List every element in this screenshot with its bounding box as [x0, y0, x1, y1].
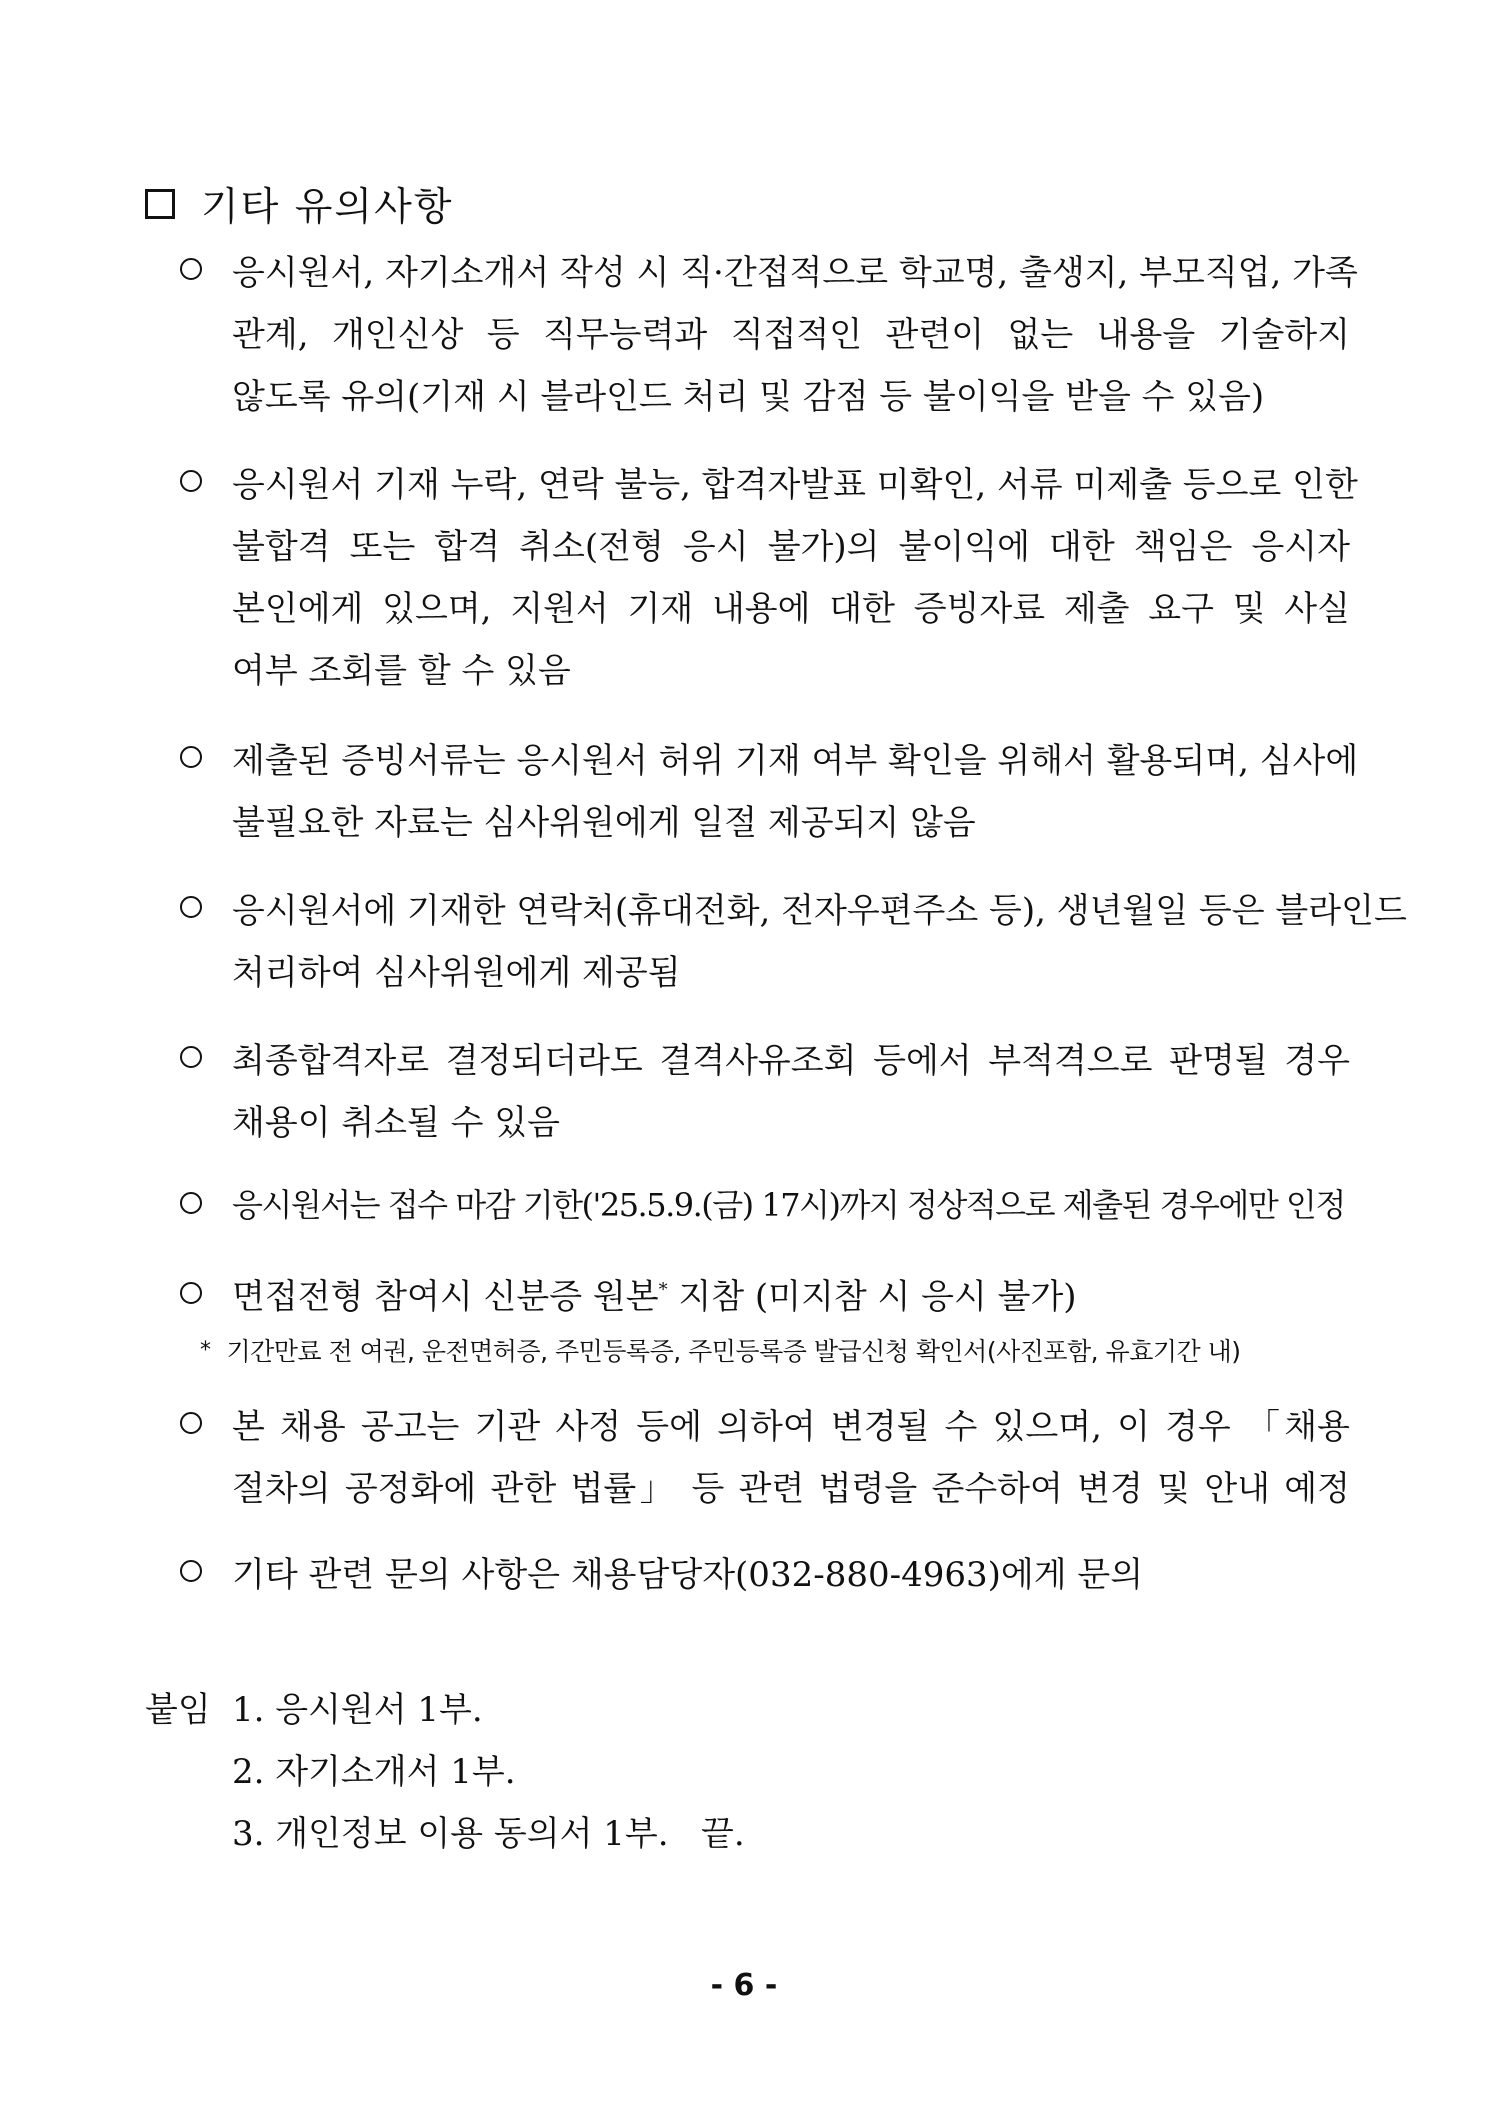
notice-item — [180, 876, 1407, 1000]
attachments-row — [232, 1800, 745, 1860]
circle-bullet-icon — [180, 1412, 202, 1434]
item-line: 응시원서는 접수 마감 기한('25.5.9.(금) 17시)까지 정상적으로 제출된 경우에만 인정 — [232, 1186, 1345, 1224]
circle-bullet-icon — [180, 470, 202, 492]
item-line: 관계, 개인신상 등 직무능력과 직접적인 관련이 없는 내용을 기술하지 — [232, 314, 1350, 355]
section-title: 기타 유의사항 — [201, 185, 454, 230]
circle-bullet-icon — [180, 1282, 202, 1304]
notice-item — [180, 1026, 1350, 1150]
footnote-text: 기간만료 전 여권, 운전면허증, 주민등록증, 주민등록증 발급신청 확인서(사진포함, 유효기간 내) — [226, 1337, 1241, 1366]
item-line: 기타 관련 문의 사항은 채용담당자(032-880-4963)에게 문의 — [232, 1554, 1144, 1595]
section-heading — [145, 178, 453, 230]
notice-item — [180, 1262, 1350, 1324]
attachments-label: 붙임 — [145, 1689, 211, 1730]
attachment-item: 3. 개인정보 이용 동의서 1부. 끝. — [232, 1813, 745, 1854]
item-line: 본인에게 있으며, 지원서 기재 내용에 대한 증빙자료 제출 요구 및 사실 — [232, 588, 1350, 629]
item-line: 불필요한 자료는 심사위원에게 일절 제공되지 않음 — [232, 802, 976, 843]
item-line: 않도록 유의(기재 시 블라인드 처리 및 감점 등 불이익을 받을 수 있음) — [232, 376, 1265, 417]
item-line: 응시원서에 기재한 연락처(휴대전화, 전자우편주소 등), 생년월일 등은 블라인드 — [232, 890, 1407, 931]
item-line: 여부 조회를 할 수 있음 — [232, 650, 571, 691]
page-number: - 6 - — [710, 1968, 778, 2003]
circle-bullet-icon — [180, 258, 202, 280]
item-line: 응시원서, 자기소개서 작성 시 직·간접적으로 학교명, 출생지, 부모직업, 가족 — [232, 252, 1358, 293]
item-line: 제출된 증빙서류는 응시원서 허위 기재 여부 확인을 위해서 활용되며, 심사에 — [232, 740, 1359, 781]
checkbox-icon — [145, 189, 175, 219]
notice-item — [180, 1172, 1350, 1234]
notice-item — [180, 726, 1359, 850]
item-line: 응시원서 기재 누락, 연락 불능, 합격자발표 미확인, 서류 미제출 등으로 인한 — [232, 464, 1358, 505]
item-line: 처리하여 심사위원에게 제공됨 — [232, 952, 681, 993]
attachment-item: 2. 자기소개서 1부. — [232, 1751, 516, 1792]
attachment-item: 1. 응시원서 1부. — [232, 1689, 483, 1730]
footnote-star: * — [200, 1337, 211, 1363]
footnote — [200, 1328, 1350, 1372]
notice-item — [180, 1392, 1350, 1516]
item-line: 본 채용 공고는 기관 사정 등에 의하여 변경될 수 있으며, 이 경우 「채용 — [232, 1406, 1350, 1447]
circle-bullet-icon — [180, 1192, 202, 1214]
attachments-row — [232, 1738, 516, 1798]
footnote-mark: * — [658, 1279, 668, 1301]
attachments-row — [145, 1676, 483, 1736]
item-line: 절차의 공정화에 관한 법률」 등 관련 법령을 준수하여 변경 및 안내 예정 — [232, 1468, 1350, 1509]
circle-bullet-icon — [180, 896, 202, 918]
notice-item — [180, 450, 1358, 698]
circle-bullet-icon — [180, 1560, 202, 1582]
circle-bullet-icon — [180, 1046, 202, 1068]
notice-item — [180, 1540, 1350, 1602]
item-line: 최종합격자로 결정되더라도 결격사유조회 등에서 부적격으로 판명될 경우 — [232, 1040, 1350, 1081]
item-line: 불합격 또는 합격 취소(전형 응시 불가)의 불이익에 대한 책임은 응시자 — [232, 526, 1350, 567]
circle-bullet-icon — [180, 746, 202, 768]
item-line: 채용이 취소될 수 있음 — [232, 1102, 561, 1143]
notice-item — [180, 238, 1358, 424]
item-line: 면접전형 참여시 신분증 원본* 지참 (미지참 시 응시 불가) — [232, 1276, 1077, 1317]
